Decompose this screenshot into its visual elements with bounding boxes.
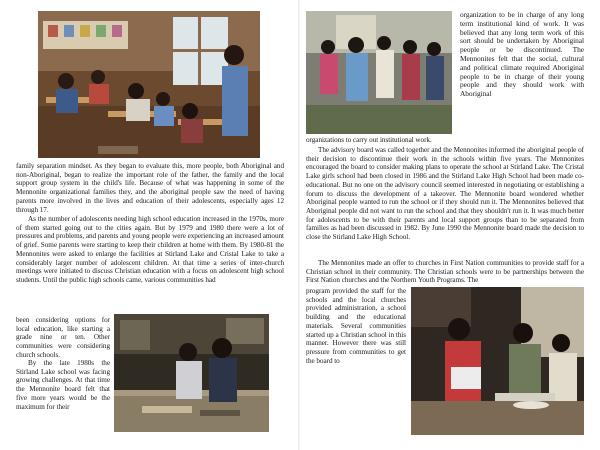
left-paragraph-2: As the number of adolescents needing high school education increased in the 1970s, more of them started going out to the cities again. But by 1979 and 1980 there were a lot of pressures and problems, and parents and young people were experiencing an increased amount of grief. Some parents were starting to keep their children at home with them. By 1980-81 the Mennonites were asked to enlarge the facilities at Stirland Lake and Cristal Lake to take a considerably larger number of adolescent children. At that time a series of inter-church meetings were initiated to discuss Christian education with a focus on adolescent high school students. Until the public high schools came, various communities had bbox=[16, 215, 284, 284]
right-column-text: organization to be in charge of any long term institutional kind of work. It was believed that any long term work of this sort should be undertaken by Aboriginal people or be discontinued. The Mennonites felt that the social, cultural and political climate required Aboriginal people to be in charge of their young people and they should work with Aboriginal bbox=[460, 10, 584, 99]
left-paragraph-4: By the late 1980s the Stirland Lake school was facing growing challenges. At that time the Mennonite board felt that five more years would be the maximum for their bbox=[16, 359, 110, 411]
group-photo bbox=[306, 11, 452, 134]
right-paragraph-3: The Mennonites made an offer to churches in First Nation communities to provide staff for a Christian school in their community. The Christian schools were to be partnerships between the First Nation churches and the Northern Youth Programs. The bbox=[306, 259, 584, 285]
page-fold bbox=[298, 0, 300, 450]
kitchen-photo bbox=[411, 287, 584, 435]
right-paragraph-4: program provided the staff for the schools and the local churches provided administration, a school building and the educational materials. Several communities started up a Christian school in this manner. However there was still pressure from communities to get the board to bbox=[306, 287, 406, 365]
right-paragraph-2: The advisory board was called together and the Mennonites informed the aboriginal people of their decision to discontinue their work in the schools within five years. The Mennonites encouraged the board to consider making plans to operate the school at Stirland Lake. The Cristal Lake girls school had been closed in 1986 and the Stirland Lake High School had been made co-educational. But no one on the advisory council seemed interested in negotiating or establishing a forum to discuss the development of a takeover. The Mennonite board wondered whether Aboriginal people wanted to run the school or if they should run it. The Mennonites believed that Aboriginal people did not want to run the school and that they shouldn't run it. It was much better for adolescents to be with their parents and local support groups than to be separated from families as had been discussed in 1982. By June 1990 the Mennonite board made the decision to close the Stirland Lake High School. bbox=[306, 146, 584, 242]
classroom-photo bbox=[38, 11, 260, 158]
workshop-photo bbox=[114, 314, 269, 432]
left-paragraph-3: been considering options for local education, like starting a grade nine or ten. Other communities were considering church schools. bbox=[16, 316, 110, 359]
right-tail-line: organizations to carry out institutional work. bbox=[306, 136, 432, 144]
left-paragraph-1: family separation mindset. As they began to evaluate this, more people, both Aboriginal and non-Aboriginal, began to realize the important role of the father, the family and the local support group system in the child's life. Because of what was happening in some of the Mennonite organizational families they, and the aboriginal people saw the need of having parents more involved in the lives and education of their adolescents, especially ages 12 through 17. bbox=[16, 162, 284, 214]
